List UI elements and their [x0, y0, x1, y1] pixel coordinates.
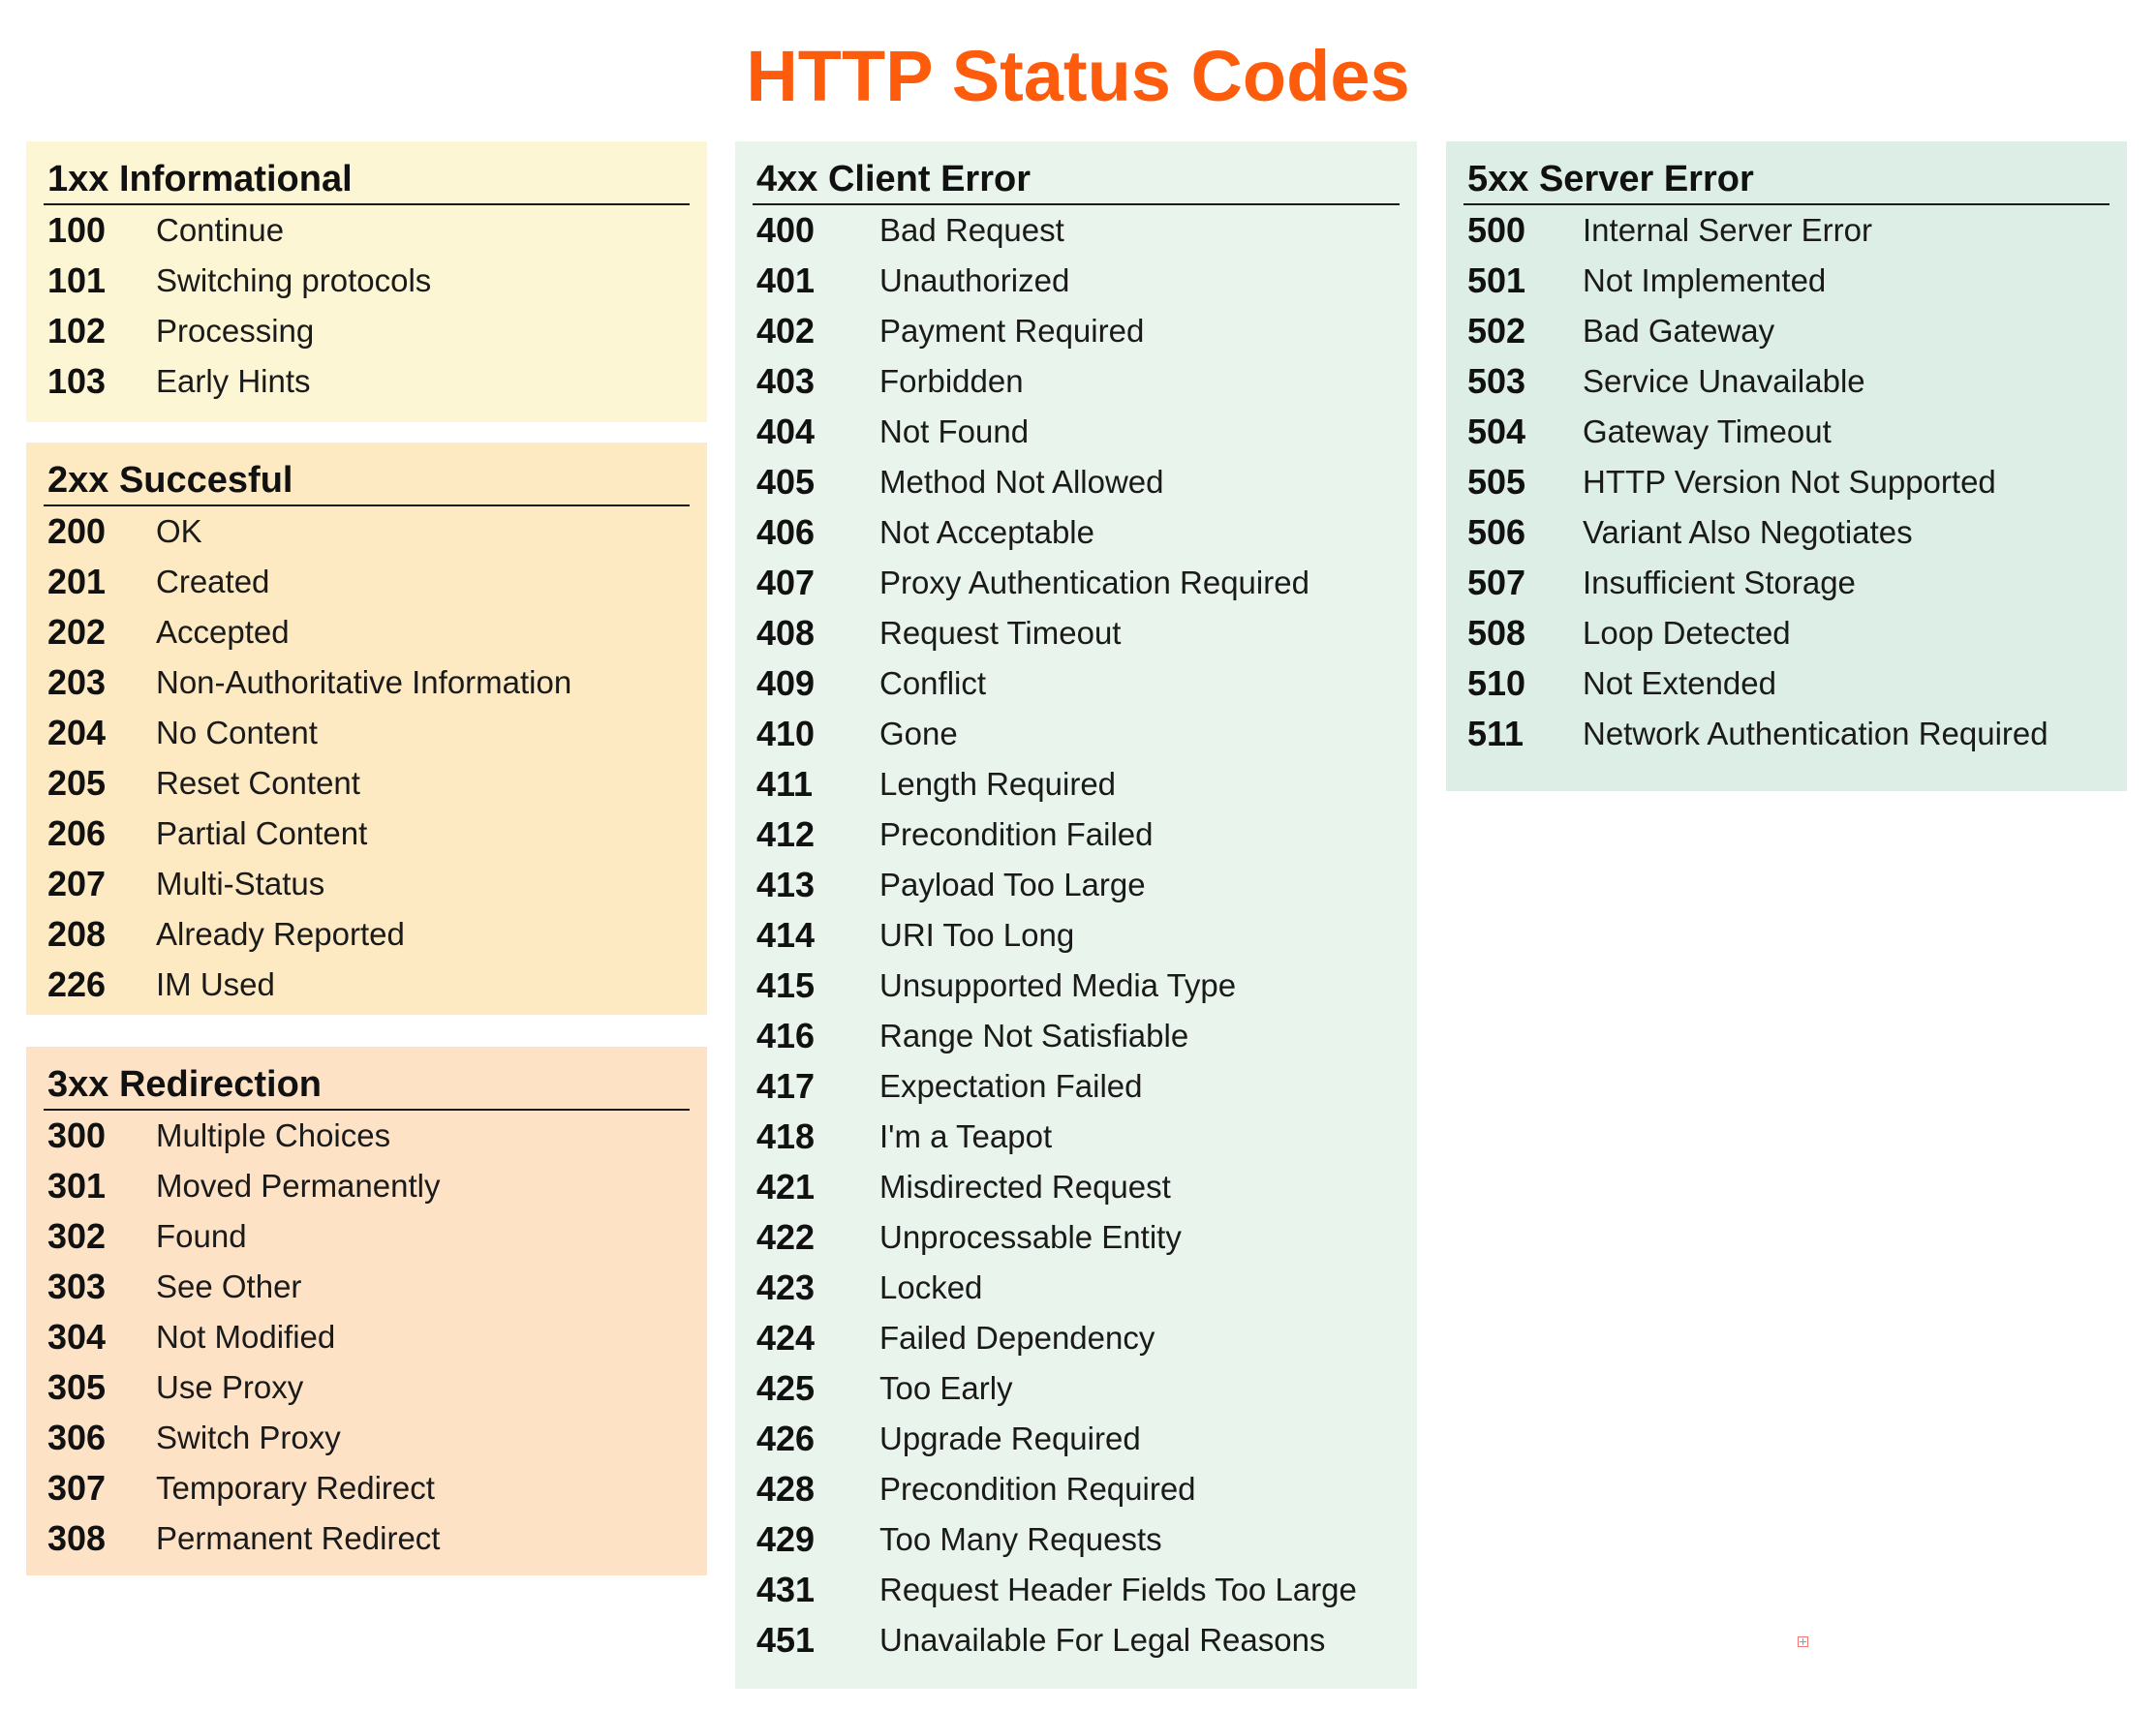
status-code-number: 208 [47, 914, 107, 954]
status-code-description: Switching protocols [156, 262, 432, 298]
status-code-row [44, 1312, 690, 1362]
status-code-description: Bad Request [879, 212, 1064, 248]
status-code-description: Unavailable For Legal Reasons [879, 1622, 1326, 1658]
status-code-row [753, 709, 1400, 759]
status-code-number: 308 [47, 1518, 107, 1558]
status-code-description: Failed Dependency [879, 1320, 1155, 1356]
status-code-number: 413 [756, 865, 816, 904]
status-code-number: 305 [47, 1367, 107, 1407]
status-code-description: Too Many Requests [879, 1521, 1162, 1557]
status-code-number: 410 [756, 714, 816, 753]
status-code-number: 304 [47, 1317, 107, 1357]
status-code-row [753, 1414, 1400, 1464]
status-code-row [44, 1413, 690, 1463]
status-code-description: Multiple Choices [156, 1117, 391, 1153]
status-code-number: 414 [756, 915, 816, 955]
status-code-row [44, 1161, 690, 1211]
status-code-row [753, 205, 1400, 256]
panel-heading: 1xx Informational [44, 155, 690, 205]
status-code-number: 502 [1467, 311, 1526, 351]
panel-5xx-server-error [1446, 141, 2127, 791]
status-code-number: 200 [47, 511, 107, 551]
status-code-description: Request Header Fields Too Large [879, 1572, 1357, 1607]
status-code-number: 407 [756, 563, 816, 602]
status-code-row [44, 1463, 690, 1513]
status-code-description: Proxy Authentication Required [879, 565, 1309, 600]
status-code-number: 511 [1467, 714, 1525, 753]
status-code-description: Unsupported Media Type [879, 967, 1237, 1003]
status-code-row [753, 1615, 1400, 1665]
status-code-description: Gateway Timeout [1583, 413, 1832, 449]
status-code-number: 307 [47, 1468, 107, 1508]
status-code-row [44, 1362, 690, 1413]
status-code-row [753, 810, 1400, 860]
status-code-description: See Other [156, 1268, 302, 1304]
status-code-number: 102 [47, 311, 107, 351]
status-code-row [44, 356, 690, 407]
status-code-row [44, 557, 690, 607]
status-code-row [44, 758, 690, 809]
status-code-number: 423 [756, 1268, 816, 1307]
status-code-description: Moved Permanently [156, 1168, 441, 1204]
status-code-description: Service Unavailable [1583, 363, 1865, 399]
code-list [1463, 205, 2110, 759]
status-code-row [753, 1565, 1400, 1615]
status-code-row [1463, 507, 2110, 558]
status-code-number: 501 [1467, 260, 1526, 300]
code-list [44, 205, 690, 407]
status-code-number: 422 [756, 1217, 816, 1257]
status-code-row [44, 607, 690, 657]
status-code-description: Forbidden [879, 363, 1024, 399]
status-code-description: Found [156, 1218, 247, 1254]
status-code-number: 503 [1467, 361, 1526, 401]
status-code-number: 302 [47, 1216, 107, 1256]
status-code-number: 406 [756, 512, 816, 552]
status-code-description: Payload Too Large [879, 867, 1146, 902]
status-code-row [44, 909, 690, 960]
status-code-row [753, 507, 1400, 558]
status-code-description: Precondition Required [879, 1471, 1196, 1507]
status-code-description: Multi-Status [156, 866, 325, 901]
status-code-number: 401 [756, 260, 816, 300]
status-code-description: Length Required [879, 766, 1117, 802]
status-code-number: 431 [756, 1570, 816, 1609]
status-code-row [1463, 356, 2110, 407]
status-code-row [753, 1514, 1400, 1565]
status-code-number: 412 [756, 814, 816, 854]
status-code-number: 306 [47, 1418, 107, 1457]
status-code-description: Created [156, 564, 270, 599]
status-code-row [1463, 457, 2110, 507]
code-list [753, 205, 1400, 1665]
status-code-number: 101 [47, 260, 107, 300]
status-code-description: Misdirected Request [879, 1169, 1171, 1205]
status-code-row [44, 256, 690, 306]
status-code-description: Switch Proxy [156, 1420, 341, 1455]
status-code-description: Gone [879, 716, 958, 751]
status-code-row [1463, 306, 2110, 356]
status-code-description: Not Found [879, 413, 1030, 449]
status-code-number: 100 [47, 210, 107, 250]
plus-box-icon [1798, 1636, 1808, 1647]
status-code-number: 226 [47, 964, 107, 1004]
status-code-description: Locked [879, 1269, 983, 1305]
status-code-description: Variant Also Negotiates [1583, 514, 1913, 550]
status-code-description: IM Used [156, 966, 275, 1002]
status-code-number: 400 [756, 210, 816, 250]
status-code-row [753, 407, 1400, 457]
status-code-number: 204 [47, 713, 107, 752]
page-title: HTTP Status Codes [746, 36, 1410, 116]
status-code-row [753, 1464, 1400, 1514]
status-code-number: 451 [756, 1620, 816, 1660]
status-code-description: Upgrade Required [879, 1421, 1141, 1456]
status-code-number: 206 [47, 813, 107, 853]
status-code-description: Non-Authoritative Information [156, 664, 572, 700]
status-code-number: 500 [1467, 210, 1526, 250]
status-code-row [44, 708, 690, 758]
status-code-row [753, 1061, 1400, 1112]
panel-4xx-client-error [735, 141, 1417, 1689]
status-code-description: Early Hints [156, 363, 311, 399]
status-code-row [1463, 205, 2110, 256]
panel-heading: 3xx Redirection [44, 1060, 690, 1111]
status-code-number: 424 [756, 1318, 816, 1358]
panel-2xx-successful [26, 443, 707, 1015]
status-code-row [753, 910, 1400, 961]
status-code-description: Insufficient Storage [1583, 565, 1856, 600]
status-code-row [44, 506, 690, 557]
status-code-description: Continue [156, 212, 285, 248]
status-code-number: 505 [1467, 462, 1526, 502]
status-code-description: Expectation Failed [879, 1068, 1143, 1104]
status-code-row [753, 457, 1400, 507]
status-code-number: 428 [756, 1469, 816, 1509]
status-code-row [1463, 658, 2110, 709]
status-code-number: 415 [756, 965, 816, 1005]
status-code-row [44, 1513, 690, 1564]
status-code-row [753, 608, 1400, 658]
status-code-number: 301 [47, 1166, 107, 1206]
status-code-row [753, 658, 1400, 709]
status-code-description: Unauthorized [879, 262, 1070, 298]
status-code-row [1463, 256, 2110, 306]
status-code-number: 507 [1467, 563, 1526, 602]
status-code-number: 303 [47, 1267, 107, 1306]
panel-heading: 5xx Server Error [1463, 155, 2110, 205]
status-code-number: 421 [756, 1167, 816, 1207]
status-code-row [753, 1363, 1400, 1414]
status-code-row [753, 1212, 1400, 1263]
status-code-number: 426 [756, 1419, 816, 1458]
status-code-row [44, 1262, 690, 1312]
status-code-row [44, 306, 690, 356]
panel-1xx-informational [26, 141, 707, 422]
panel-3xx-redirection [26, 1047, 707, 1575]
status-code-row [753, 759, 1400, 810]
status-code-number: 416 [756, 1016, 816, 1055]
status-code-number: 506 [1467, 512, 1526, 552]
status-code-row [753, 356, 1400, 407]
status-code-description: Use Proxy [156, 1369, 304, 1405]
status-code-row [44, 1111, 690, 1161]
status-code-number: 404 [756, 412, 816, 451]
status-code-description: Network Authentication Required [1583, 716, 2048, 751]
status-code-description: URI Too Long [879, 917, 1075, 953]
status-code-description: HTTP Version Not Supported [1583, 464, 1996, 500]
status-code-description: Not Acceptable [879, 514, 1094, 550]
status-code-description: Internal Server Error [1583, 212, 1872, 248]
status-code-description: Range Not Satisfiable [879, 1018, 1189, 1054]
status-code-row [753, 558, 1400, 608]
status-code-number: 405 [756, 462, 816, 502]
status-code-row [753, 1112, 1400, 1162]
status-code-number: 411 [756, 764, 814, 804]
status-code-row [44, 1211, 690, 1262]
status-code-description: Too Early [879, 1370, 1013, 1406]
status-code-description: Not Modified [156, 1319, 336, 1355]
status-code-row [1463, 558, 2110, 608]
status-code-description: Request Timeout [879, 615, 1122, 651]
status-code-row [1463, 608, 2110, 658]
status-code-description: Bad Gateway [1583, 313, 1775, 349]
status-code-row [753, 860, 1400, 910]
status-code-description: I'm a Teapot [879, 1118, 1053, 1154]
status-code-row [753, 1162, 1400, 1212]
status-code-number: 409 [756, 663, 816, 703]
status-code-number: 403 [756, 361, 816, 401]
status-code-number: 201 [47, 562, 107, 601]
status-code-description: Partial Content [156, 815, 368, 851]
status-code-row [44, 960, 690, 1010]
status-code-number: 300 [47, 1115, 107, 1155]
status-code-description: Reset Content [156, 765, 360, 801]
status-code-row [753, 1313, 1400, 1363]
status-code-number: 504 [1467, 412, 1526, 451]
status-code-description: Permanent Redirect [156, 1520, 441, 1556]
status-code-description: Temporary Redirect [156, 1470, 435, 1506]
status-code-number: 207 [47, 864, 107, 903]
status-code-number: 202 [47, 612, 107, 652]
status-code-row [1463, 407, 2110, 457]
status-code-description: Payment Required [879, 313, 1145, 349]
status-code-description: OK [156, 513, 202, 549]
status-code-number: 408 [756, 613, 816, 653]
panel-heading: 4xx Client Error [753, 155, 1400, 205]
status-code-description: Precondition Failed [879, 816, 1154, 852]
status-code-number: 425 [756, 1368, 816, 1408]
status-code-row [753, 1263, 1400, 1313]
status-code-row [44, 657, 690, 708]
status-code-row [1463, 709, 2110, 759]
status-code-row [44, 859, 690, 909]
status-code-description: No Content [156, 715, 318, 750]
status-code-number: 205 [47, 763, 107, 803]
status-code-row [753, 1011, 1400, 1061]
status-code-description: Unprocessable Entity [879, 1219, 1182, 1255]
code-list [44, 1111, 690, 1564]
status-code-description: Not Implemented [1583, 262, 1827, 298]
status-code-number: 418 [756, 1116, 816, 1156]
status-code-description: Processing [156, 313, 315, 349]
status-code-description: Already Reported [156, 916, 405, 952]
status-code-number: 402 [756, 311, 816, 351]
status-code-description: Accepted [156, 614, 290, 650]
status-code-row [753, 306, 1400, 356]
status-code-number: 429 [756, 1519, 816, 1559]
status-code-number: 508 [1467, 613, 1526, 653]
status-code-row [753, 256, 1400, 306]
status-code-number: 417 [756, 1066, 816, 1106]
status-code-number: 510 [1467, 663, 1526, 703]
status-code-description: Loop Detected [1583, 615, 1791, 651]
panel-heading: 2xx Succesful [44, 456, 690, 506]
status-code-description: Method Not Allowed [879, 464, 1164, 500]
status-code-row [44, 205, 690, 256]
status-code-description: Conflict [879, 665, 987, 701]
status-code-row [753, 961, 1400, 1011]
status-code-number: 203 [47, 662, 107, 702]
status-code-number: 103 [47, 361, 107, 401]
status-code-description: Not Extended [1583, 665, 1776, 701]
status-code-row [44, 809, 690, 859]
code-list [44, 506, 690, 1010]
